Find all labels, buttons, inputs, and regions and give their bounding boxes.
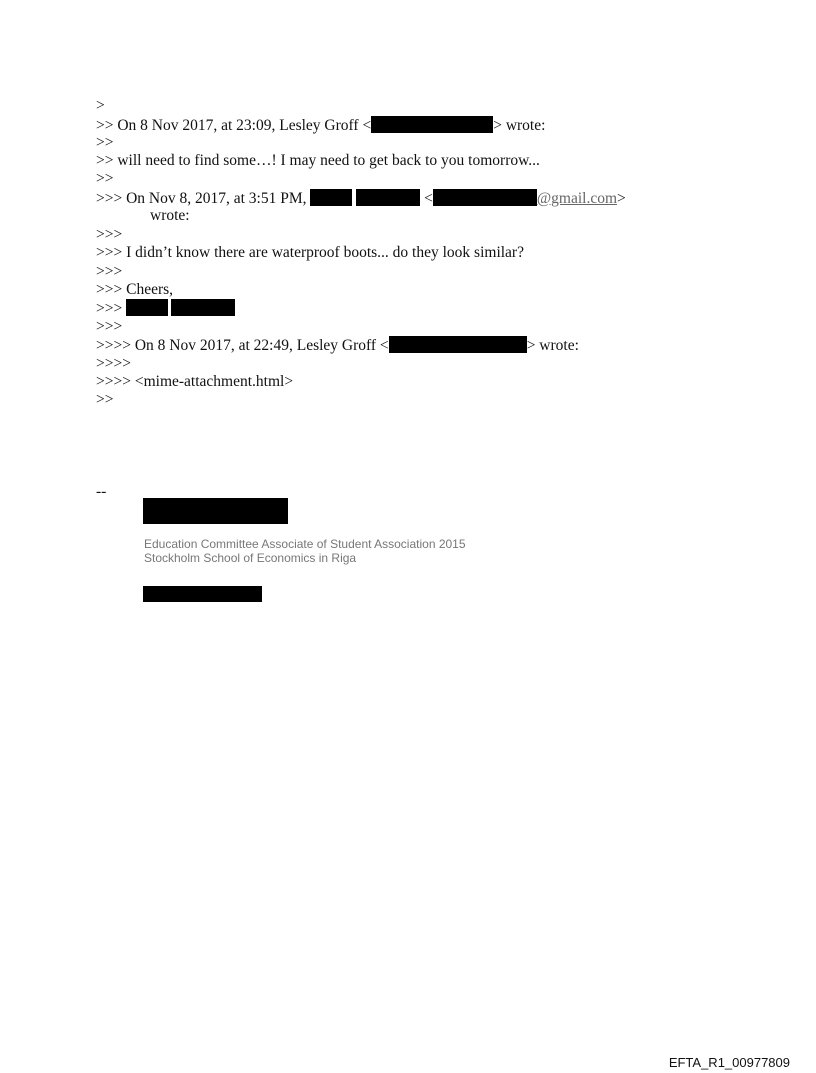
email-link[interactable]: @gmail.com (536, 190, 618, 207)
quote-line (96, 281, 173, 299)
quote-text: >>> (96, 226, 123, 243)
quote-line (96, 134, 113, 152)
quote-line (96, 263, 122, 281)
signature-title: Education Committee Associate of Student Association 2015 (144, 537, 466, 551)
signature-separator: -- (96, 483, 107, 500)
quote-line (150, 207, 190, 225)
quote-line (96, 152, 540, 170)
quote-text: < (424, 190, 433, 207)
quote-header-line (96, 189, 626, 208)
signature-contact-redaction (143, 586, 262, 602)
quote-text: >> (96, 391, 114, 408)
quote-line (96, 244, 524, 262)
quote-line (96, 391, 113, 409)
quote-text: >>> Cheers, (96, 281, 174, 298)
quote-text: > (617, 190, 626, 207)
quote-text: >> (96, 134, 114, 151)
quote-text: >> On 8 Nov 2017, at 23:09, Lesley Groff < (96, 117, 372, 134)
redaction-block (433, 189, 537, 206)
redaction-block (389, 336, 527, 353)
quote-header-line (96, 336, 579, 355)
quote-text: >>> (96, 318, 123, 335)
quote-text: >>> (96, 263, 123, 280)
quote-text: >>>> (96, 355, 131, 372)
redaction-block (126, 299, 168, 316)
quote-line (96, 355, 131, 373)
quote-text: >>> (96, 300, 123, 317)
quote-text: > wrote: (526, 337, 579, 354)
quote-text: >>> I didn’t know there are waterproof boots... do they look similar? (96, 244, 524, 261)
quote-text: wrote: (150, 207, 190, 224)
quote-line (96, 373, 293, 391)
quote-text: > wrote: (493, 117, 546, 134)
signature-organization: Stockholm School of Economics in Riga (144, 551, 357, 565)
quote-text: >> will need to find some…! I may need to get back to you tomorrow... (96, 152, 540, 169)
redaction-block (310, 189, 352, 206)
redaction-block (356, 189, 420, 206)
quote-line (96, 170, 113, 188)
quote-text: > (96, 97, 105, 114)
attachment-text: >>>> <mime-attachment.html> (96, 373, 294, 390)
quote-text: >>>> On 8 Nov 2017, at 22:49, Lesley Groff < (96, 337, 389, 354)
quote-line (96, 299, 235, 318)
quote-text: >> (96, 170, 114, 187)
quote-line (96, 226, 122, 244)
quote-header-line (96, 116, 545, 135)
quote-line (96, 97, 105, 115)
signature-name-redaction (143, 498, 288, 524)
quote-text: >>> On Nov 8, 2017, at 3:51 PM, (96, 190, 307, 207)
redaction-block (371, 116, 493, 133)
redaction-block (171, 299, 235, 316)
quote-line (96, 318, 122, 336)
document-id: EFTA_R1_00977809 (668, 1055, 790, 1070)
